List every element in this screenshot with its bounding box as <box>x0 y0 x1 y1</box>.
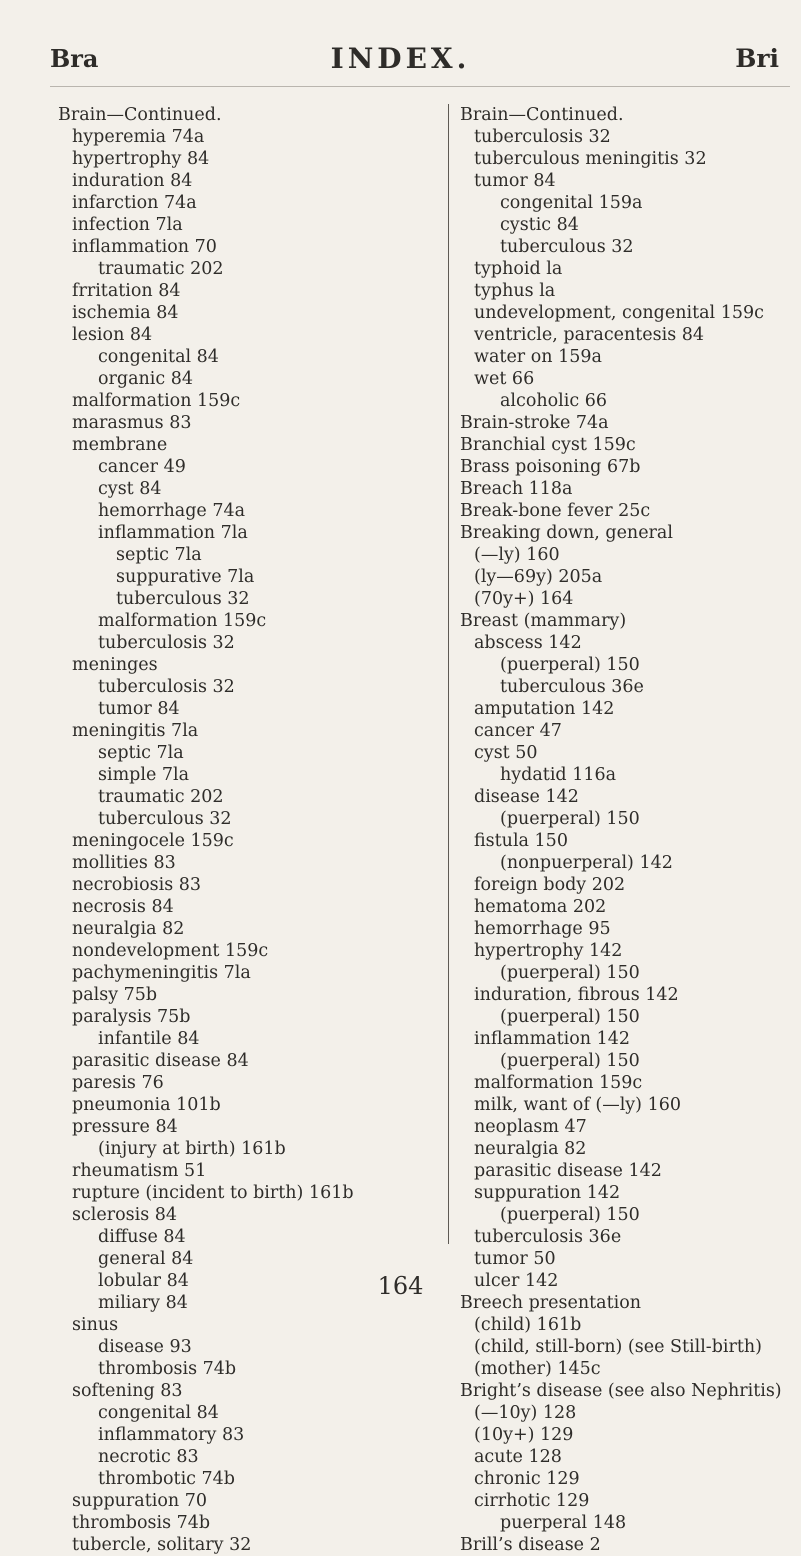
index-entry: traumatic 202 <box>98 787 224 807</box>
left-index-column <box>58 104 438 1556</box>
page-number: 164 <box>377 1272 424 1300</box>
index-entry: sclerosis 84 <box>72 1205 178 1225</box>
index-entry: mollities 83 <box>72 853 176 873</box>
index-entry: ulcer 142 <box>474 1271 559 1291</box>
index-entry: hyperemia 74a <box>72 127 205 147</box>
index-entry: neoplasm 47 <box>474 1117 587 1137</box>
index-entry: hydatid 116a <box>500 765 617 785</box>
index-entry: cirrhotic 129 <box>474 1491 590 1511</box>
index-entry: paresis 76 <box>72 1073 164 1093</box>
index-entry: organic 84 <box>98 369 194 389</box>
index-entry: typhus la <box>474 281 556 301</box>
index-entry: rheumatism 51 <box>72 1161 207 1181</box>
index-entry: tumor 50 <box>474 1249 556 1269</box>
index-entry: (nonpuerperal) 142 <box>500 853 673 873</box>
index-entry: disease 142 <box>474 787 579 807</box>
column-divider <box>448 104 449 1244</box>
index-entry: traumatic 202 <box>98 259 224 279</box>
index-entry: tuberculous 32 <box>98 809 232 829</box>
index-entry: cyst 50 <box>474 743 538 763</box>
index-entry: malformation 159c <box>72 391 241 411</box>
index-entry: hypertrophy 84 <box>72 149 210 169</box>
index-entry: suppuration 142 <box>474 1183 621 1203</box>
index-entry: (70y+) 164 <box>474 589 574 609</box>
index-entry: paralysis 75b <box>72 1007 191 1027</box>
index-entry: fistula 150 <box>474 831 568 851</box>
index-entry: Breaking down, general <box>460 523 673 543</box>
index-entry: (injury at birth) 161b <box>98 1139 286 1159</box>
index-entry: tubercle, solitary 32 <box>72 1535 252 1555</box>
index-entry: (puerperal) 150 <box>500 655 640 675</box>
index-entry: cyst 84 <box>98 479 162 499</box>
index-entry: malformation 159c <box>98 611 267 631</box>
index-entry: infantile 84 <box>98 1029 200 1049</box>
index-entry: (puerperal) 150 <box>500 963 640 983</box>
index-entry: Branchial cyst 159c <box>460 435 636 455</box>
index-entry: (puerperal) 150 <box>500 1051 640 1071</box>
index-entry: Bright’s disease (see also Nephritis) <box>460 1381 782 1401</box>
right-index-column <box>460 104 800 1556</box>
index-entry: thrombosis 74b <box>72 1513 211 1533</box>
index-entry: tuberculosis 32 <box>98 677 235 697</box>
index-entry: Brain—Continued. <box>460 105 624 125</box>
index-entry: (—10y) 128 <box>474 1403 577 1423</box>
index-entry: induration, fibrous 142 <box>474 985 679 1005</box>
index-entry: tumor 84 <box>474 171 556 191</box>
index-entry: Brain—Continued. <box>58 105 222 125</box>
index-entry: undevelopment, congenital 159c <box>474 303 764 323</box>
index-entry: infection 7la <box>72 215 183 235</box>
index-entry: inflammatory 83 <box>98 1425 245 1445</box>
index-entry: tuberculous meningitis 32 <box>474 149 707 169</box>
index-entry: Breech presentation <box>460 1293 642 1313</box>
index-entry: (child) 161b <box>474 1315 582 1335</box>
index-entry: acute 128 <box>474 1447 562 1467</box>
page-title: INDEX. <box>330 42 471 75</box>
index-entry: ischemia 84 <box>72 303 179 323</box>
index-entry: hemorrhage 95 <box>474 919 611 939</box>
index-entry: puerperal 148 <box>500 1513 627 1533</box>
index-entry: cystic 84 <box>500 215 579 235</box>
index-entry: inflammation 142 <box>474 1029 630 1049</box>
index-entry: pachymeningitis 7la <box>72 963 251 983</box>
header-right-guide-word: Bri <box>735 44 779 73</box>
index-entry: tuberculous 32 <box>500 237 634 257</box>
index-entry: induration 84 <box>72 171 193 191</box>
index-entry: (puerperal) 150 <box>500 1007 640 1027</box>
index-entry: hemorrhage 74a <box>98 501 246 521</box>
index-entry: neuralgia 82 <box>474 1139 587 1159</box>
index-entry: palsy 75b <box>72 985 158 1005</box>
index-entry: typhoid la <box>474 259 563 279</box>
index-entry: miliary 84 <box>98 1293 188 1313</box>
index-entry: disease 93 <box>98 1337 192 1357</box>
index-entry: (—ly) 160 <box>474 545 560 565</box>
index-entry: congenital 159a <box>500 193 643 213</box>
index-entry: softening 83 <box>72 1381 183 1401</box>
index-entry: sinus <box>72 1315 119 1335</box>
index-entry: tuberculous 32 <box>116 589 250 609</box>
index-entry: congenital 84 <box>98 1403 219 1423</box>
index-entry: lesion 84 <box>72 325 153 345</box>
index-entry: necrotic 83 <box>98 1447 199 1467</box>
index-entry: Brill’s disease 2 <box>460 1535 601 1555</box>
index-entry: Brain-stroke 74a <box>460 413 609 433</box>
index-entry: frritation 84 <box>72 281 181 301</box>
index-entry: (ly—69y) 205a <box>474 567 603 587</box>
index-entry: simple 7la <box>98 765 190 785</box>
index-entry: necrobiosis 83 <box>72 875 202 895</box>
index-entry: (puerperal) 150 <box>500 1205 640 1225</box>
index-entry: (mother) 145c <box>474 1359 601 1379</box>
index-entry: general 84 <box>98 1249 194 1269</box>
index-entry: tuberculous 36e <box>500 677 644 697</box>
index-entry: infarction 74a <box>72 193 197 213</box>
index-entry: pressure 84 <box>72 1117 178 1137</box>
index-entry: meningocele 159c <box>72 831 234 851</box>
index-entry: abscess 142 <box>474 633 582 653</box>
index-entry: Break-bone fever 25c <box>460 501 651 521</box>
index-entry: chronic 129 <box>474 1469 580 1489</box>
index-entry: hematoma 202 <box>474 897 607 917</box>
index-entry: suppuration 70 <box>72 1491 207 1511</box>
index-entry: malformation 159c <box>474 1073 643 1093</box>
header-rule <box>50 86 790 87</box>
index-entry: nondevelopment 159c <box>72 941 269 961</box>
index-entry: foreign body 202 <box>474 875 626 895</box>
index-entry: membrane <box>72 435 168 455</box>
header-left-guide-word: Bra <box>50 44 99 73</box>
index-entry: inflammation 70 <box>72 237 217 257</box>
index-entry: tuberculosis 32 <box>474 127 611 147</box>
index-entry: (puerperal) 150 <box>500 809 640 829</box>
index-entry: rupture (incident to birth) 161b <box>72 1183 354 1203</box>
index-entry: tuberculosis 36e <box>474 1227 622 1247</box>
index-entry: pneumonia 101b <box>72 1095 221 1115</box>
index-entry: diffuse 84 <box>98 1227 186 1247</box>
index-entry: milk, want of (—ly) 160 <box>474 1095 681 1115</box>
index-entry: lobular 84 <box>98 1271 189 1291</box>
index-entry: parasitic disease 142 <box>474 1161 662 1181</box>
index-entry: marasmus 83 <box>72 413 192 433</box>
index-entry: wet 66 <box>474 369 535 389</box>
index-entry: meninges <box>72 655 158 675</box>
index-entry: thrombotic 74b <box>98 1469 236 1489</box>
index-entry: Breast (mammary) <box>460 611 627 631</box>
index-entry: tuberculosis 32 <box>98 633 235 653</box>
index-entry: cancer 49 <box>98 457 186 477</box>
index-entry: septic 7la <box>116 545 202 565</box>
index-entry: inflammation 7la <box>98 523 248 543</box>
index-entry: ventricle, paracentesis 84 <box>474 325 705 345</box>
index-entry: thrombosis 74b <box>98 1359 237 1379</box>
index-entry: amputation 142 <box>474 699 615 719</box>
index-entry: Breach 118a <box>460 479 573 499</box>
index-entry: Brass poisoning 67b <box>460 457 641 477</box>
index-entry: neuralgia 82 <box>72 919 185 939</box>
index-entry: water on 159a <box>474 347 602 367</box>
index-entry: congenital 84 <box>98 347 219 367</box>
index-entry: necrosis 84 <box>72 897 174 917</box>
index-entry: (child, still-born) (see Still-birth) <box>474 1337 763 1357</box>
index-entry: meningitis 7la <box>72 721 199 741</box>
index-entry: hypertrophy 142 <box>474 941 623 961</box>
index-entry: alcoholic 66 <box>500 391 607 411</box>
index-entry: septic 7la <box>98 743 184 763</box>
index-entry: tumor 84 <box>98 699 180 719</box>
index-entry: suppurative 7la <box>116 567 255 587</box>
index-entry: cancer 47 <box>474 721 562 741</box>
index-entry: (10y+) 129 <box>474 1425 574 1445</box>
index-entry: parasitic disease 84 <box>72 1051 249 1071</box>
